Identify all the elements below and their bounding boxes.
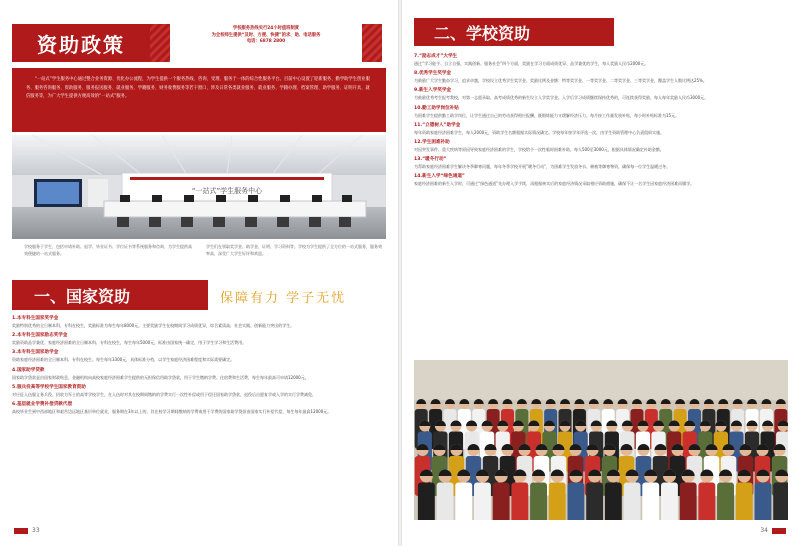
page-number-text: 34 [760,527,768,534]
right-page [402,0,800,546]
person-body [549,483,566,521]
person-body [773,483,788,521]
aid-item-text: 为帮助家庭经济困难学生解决冬季御寒问题，每年冬季学校开展“暖冬行动”，为困难学生发放冬衣、棉被等御寒物资，确保每一位学生温暖过冬。 [414,164,671,170]
aid-item [12,349,386,363]
slogan: 保障有力 学子无忧 [220,291,347,306]
aid-item-title: 11.“立德树人”助学金 [414,122,461,128]
aid-item [414,173,788,187]
person-body [530,483,547,521]
aid-item [12,401,386,415]
national-aid-list [12,312,386,415]
school-aid-list [414,50,788,188]
aid-item-text: 为鼓励广大学生勤奋学习，追求卓越，学校设立优秀学生奖学金。奖励比例及金额：特等奖学金、一等奖学金、二等奖学金、三等奖学金，覆盖学生人数比例达25%。 [414,78,707,84]
intro-panel [12,68,386,132]
aid-item [414,122,788,136]
aid-item-text: 对因突发事件、重大疾病等原因导致家庭经济困难的学生，学校给予一次性临时困难补助，每人500至3000元，根据具体情况确定补助金额。 [414,147,664,153]
aid-item-text: 家庭经济困难的新生入学时，可通过“绿色通道”先办理入学手续，再根据核实后的家庭经济情况采取相应资助措施，确保不让一名学生因家庭经济困难而辍学。 [414,181,695,187]
aid-item-title: 6.基层就业学费补偿贷款代偿 [12,402,73,408]
aid-item-title: 5.服兵役高等学校学生国家教育资助 [12,384,86,390]
page-number-marker [14,528,28,534]
aid-item [12,384,386,398]
aid-item [414,53,788,67]
aid-item-title: 10.勤工助学岗位补贴 [414,105,459,111]
notice-line-2: 为全校师生提供“及时、方便、快捷”的求、助、电话服务 [211,32,321,38]
left-page [0,0,398,546]
page-number-marker [772,528,786,534]
intro-text: “一站式”学生服务中心通过整合业务资源、优化办公流程，为学生提供一个服务热线、咨询、受理、服务于一体的综合性服务平台。目前中心设置了迎新服务、勤学助学生创业服务、服务咨询服务、资助服务、服务报送服务、就业服务、学籍服务、财务收费服务等若干窗口，涉及日常各类就业服务、就业服务、学籍办理、档案管理、助学服务、证明开具、就信服务等，为广大学生提供方便高效的“一站式”服务。 [26,77,370,100]
aid-item-text: 奖励资助品学兼优、家庭经济困难的全日制本科、专科在校生，每生每年5000元，标准由国家统一确定，用于学生学习和生活费用。 [12,340,247,346]
page-title: 资助政策 [12,24,150,62]
hall-sign-text: “一站式”学生服务中心 [191,187,263,195]
aid-item [414,87,788,101]
group-photo-illustration [414,360,788,520]
aid-item [414,156,788,170]
person-body [755,483,772,521]
aid-item-title: 4.国家助学贷款 [12,367,45,373]
aid-item-text: 为鼓励优秀考生报考我校，对第一志愿录取、高考成绩优秀的新生设立入学奖学金。入学后学习成绩继续保持优秀的，可连续获得奖励，每人每年奖励人民币3000元。 [414,95,709,101]
aid-item-text: 资助家庭经济困难的全日制本科、专科在校生。每生每年3300元，具体标准分档，以学生家庭经济困难程度和实际需要确定。 [12,357,235,363]
person-body [511,483,528,521]
aid-item-text: 奖励特别优秀的全日制本科、专科在校生，奖励标准为每生每年8000元。主要奖励学生在校期间学习成绩优异，综合素质高，社会实践、创新能力突出的学生。 [12,323,295,328]
caption-left: 学校服务于学生，包括申请补助、退学、毕业证书、学位证书等系统服务和咨询，为学生提供高效便捷的一站式服务。 [24,244,192,256]
notice-line-1: 学校服务热线实行24小时值班制度 [232,26,300,31]
aid-item-title: 2.本专科生国家励志奖学金 [12,333,68,339]
group-photo [414,360,788,520]
person-body [717,483,734,521]
page-number-left [14,527,40,534]
aid-item-text: 国家助学贷款是由国家财政贴息，金融机构向高校家庭经济困难学生提供的无担保信用助学贷款，用于学生缴纳学费、住宿费和生活费，每生每年最高可申请12000元。 [12,374,309,380]
aid-item-text: 对应征入伍服义务兵役、招收为军士的高等学校学生，在入伍时对其在校期间缴纳的学费实行一次性补偿或用于偿还国家助学贷款，退役后自愿复学或入学的实行学费减免。 [12,391,316,397]
person-body [568,483,585,521]
service-hall-photo [12,135,386,239]
aid-item-title: 13.“暖冬行动” [414,157,447,163]
service-hall-illustration [12,135,386,239]
person-body [455,483,472,521]
aid-item [12,315,386,329]
page-number-text: 33 [32,527,40,534]
notice-line-3: 电话：6878 2800 [246,39,286,45]
section-title-national: 一、国家资助 [12,280,208,310]
person-body [437,483,454,521]
person-body [586,483,603,521]
aid-item-title: 7.“励志成才”大学生 [414,54,458,59]
person-body [418,483,435,521]
aid-item-text: 高校毕业生到中西部地区和艰苦边远地区基层单位就业，服务期在3年以上的，其在校学习期间缴纳的学费或用于学费的国家助学贷款由国家实行补偿代偿，每生每年最高12000元。 [12,409,332,415]
aid-item-title: 3.本专科生国家助学金 [12,350,59,356]
person-body [680,483,697,521]
aid-item-title: 12.学生困难补助 [414,140,450,146]
section-title-school: 二、学校资助 [414,18,614,46]
person-body [642,483,659,521]
aid-item [414,105,788,119]
aid-item-title: 9.新生入学奖学金 [414,88,452,94]
person-body [474,483,491,521]
person-body [624,483,641,521]
aid-item-text: 为困难学生提供勤工助学岗位，让学生通过自己的劳动获得相应报酬，既锻炼能力又缓解经济压力。每月按工作量发放补贴，每小时补贴标准为15元。 [414,112,680,118]
aid-item-text: 通过“学习能手、自立自强、实践创新、服务社会”四个方面，奖励在学习方面成绩优异、品学兼优的学生，每人奖励人民币2000元。 [414,61,649,66]
aid-item [12,332,386,346]
person-body [698,483,715,521]
service-notice [170,23,362,63]
person-body [605,483,622,521]
page-number-right [760,527,786,534]
person-body [736,483,753,521]
aid-item-title: 14.新生入学“绿色通道” [414,174,465,180]
aid-item-title: 8.优秀学生奖学金 [414,71,452,77]
person-body [493,483,510,521]
caption-right: 学生们在领取奖学金、助学金、证明、学习资料等。学校为学生提供了全方位的一站式服务，服务效率高，深受广大学生好评和欢迎。 [206,244,382,256]
aid-item [12,367,386,381]
aid-item-text: 每年资助家庭经济困难学生，每人2000元，资助学生名额根据实际情况确定。学校每年按学年评选一次，由学生资助管理中心负责组织实施。 [414,129,665,135]
aid-item [414,139,788,153]
person-body [661,483,678,521]
aid-item-title: 1.本专科生国家奖学金 [12,316,59,321]
aid-item [414,70,788,84]
